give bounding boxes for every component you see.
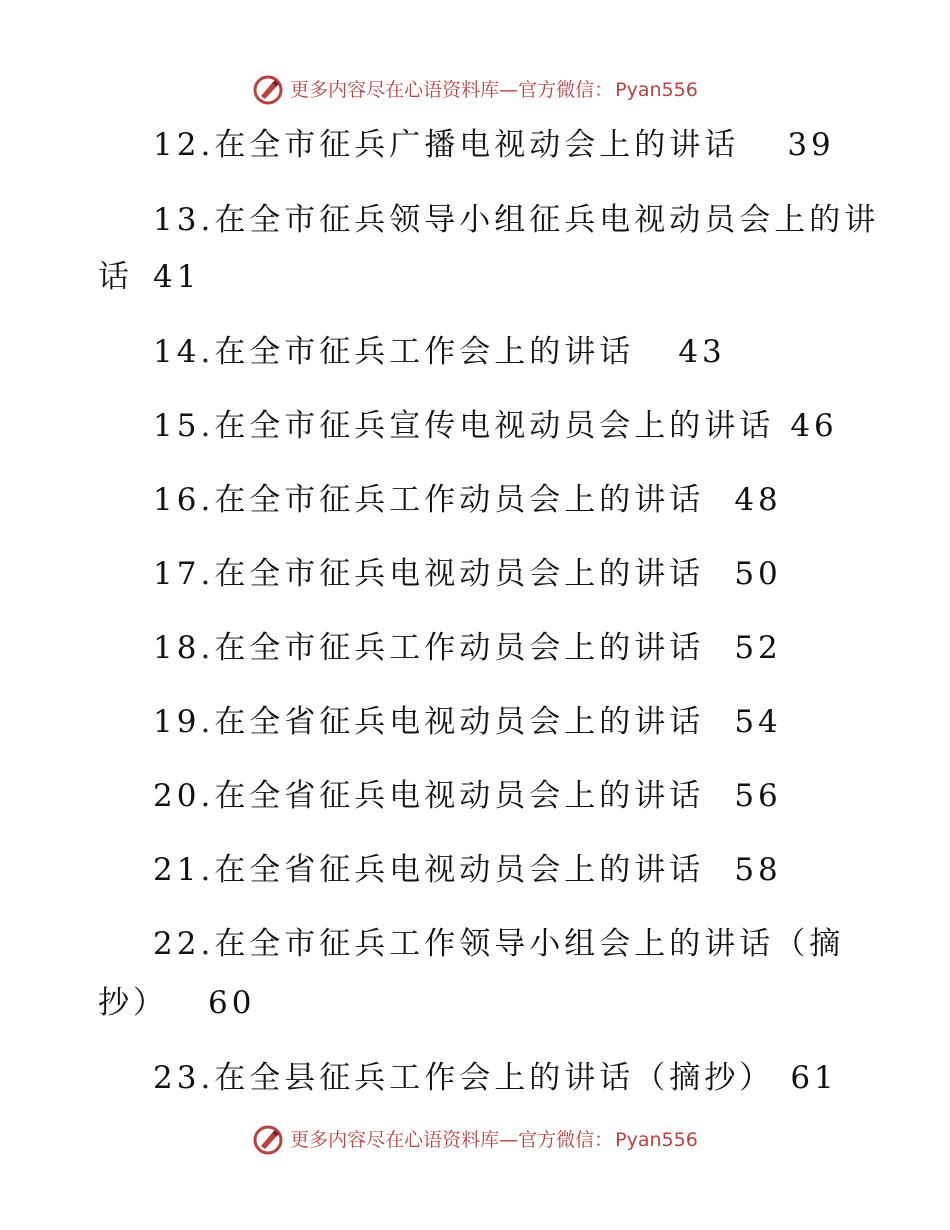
toc-entry-22	[153, 911, 844, 977]
toc-entry-17	[153, 541, 782, 607]
entry-title: 在全市征兵工作会上的讲话	[214, 334, 635, 370]
toc-entry-20	[153, 763, 782, 829]
toc-entry-23	[153, 1045, 838, 1111]
footer-watermark	[0, 1124, 950, 1156]
entry-page: 50	[734, 556, 782, 592]
entry-title: 在全市征兵电视动员会上的讲话	[214, 556, 705, 592]
toc-entry-13-continued	[98, 244, 200, 310]
entry-title: 在全县征兵工作会上的讲话（摘抄）	[214, 1060, 775, 1096]
entry-page: 43	[678, 334, 726, 370]
entry-number: 19.	[153, 704, 215, 740]
entry-title: 在全省征兵电视动员会上的讲话	[214, 704, 705, 740]
entry-number: 16.	[153, 482, 215, 518]
entry-page: 60	[208, 985, 256, 1021]
entry-number: 12.	[153, 127, 215, 163]
entry-title: 在全市征兵宣传电视动员会上的讲话	[214, 408, 775, 444]
entry-title: 在全市征兵工作动员会上的讲话	[214, 630, 705, 666]
watermark-wechat-id: Pyan556	[615, 1129, 698, 1151]
entry-page: 58	[734, 852, 782, 888]
entry-page: 61	[790, 1060, 838, 1096]
entry-number: 22.	[153, 926, 215, 962]
entry-number: 15.	[153, 408, 215, 444]
toc-entry-18	[153, 615, 782, 681]
entry-title: 在全省征兵电视动员会上的讲话	[214, 852, 705, 888]
entry-title: 在全省征兵电视动员会上的讲话	[214, 778, 705, 814]
entry-number: 17.	[153, 556, 215, 592]
toc-entry-12	[153, 112, 835, 178]
entry-title-continued: 抄）	[98, 985, 168, 1021]
toc-entry-22-continued	[98, 970, 255, 1036]
watermark-text: 更多内容尽在心语资料库—官方微信：	[290, 79, 614, 101]
entry-page: 46	[790, 408, 838, 444]
entry-title: 在全市征兵领导小组征兵电视动员会上的讲	[214, 202, 880, 238]
entry-page: 52	[734, 630, 782, 666]
entry-page: 39	[787, 127, 835, 163]
entry-title-continued: 话	[98, 259, 133, 295]
toc-entry-14	[153, 319, 726, 385]
pen-logo-icon	[252, 74, 284, 106]
toc-entry-16	[153, 467, 782, 533]
entry-title: 在全市征兵工作领导小组会上的讲话（摘	[214, 926, 845, 962]
toc-entry-19	[153, 689, 782, 755]
toc-entry-13	[153, 187, 879, 253]
entry-number: 20.	[153, 778, 215, 814]
entry-number: 18.	[153, 630, 215, 666]
entry-number: 21.	[153, 852, 215, 888]
watermark-text: 更多内容尽在心语资料库—官方微信：	[290, 1129, 614, 1151]
entry-number: 23.	[153, 1060, 215, 1096]
entry-page: 41	[153, 259, 201, 295]
entry-page: 48	[734, 482, 782, 518]
entry-number: 14.	[153, 334, 215, 370]
toc-entry-21	[153, 837, 782, 903]
entry-page: 54	[734, 704, 782, 740]
toc-entry-15	[153, 393, 838, 459]
entry-number: 13.	[153, 202, 215, 238]
watermark-wechat-id: Pyan556	[615, 79, 698, 101]
entry-title: 在全市征兵广播电视动会上的讲话	[214, 127, 740, 163]
pen-logo-icon	[252, 1124, 284, 1156]
entry-page: 56	[734, 778, 782, 814]
entry-title: 在全市征兵工作动员会上的讲话	[214, 482, 705, 518]
header-watermark	[0, 74, 950, 106]
